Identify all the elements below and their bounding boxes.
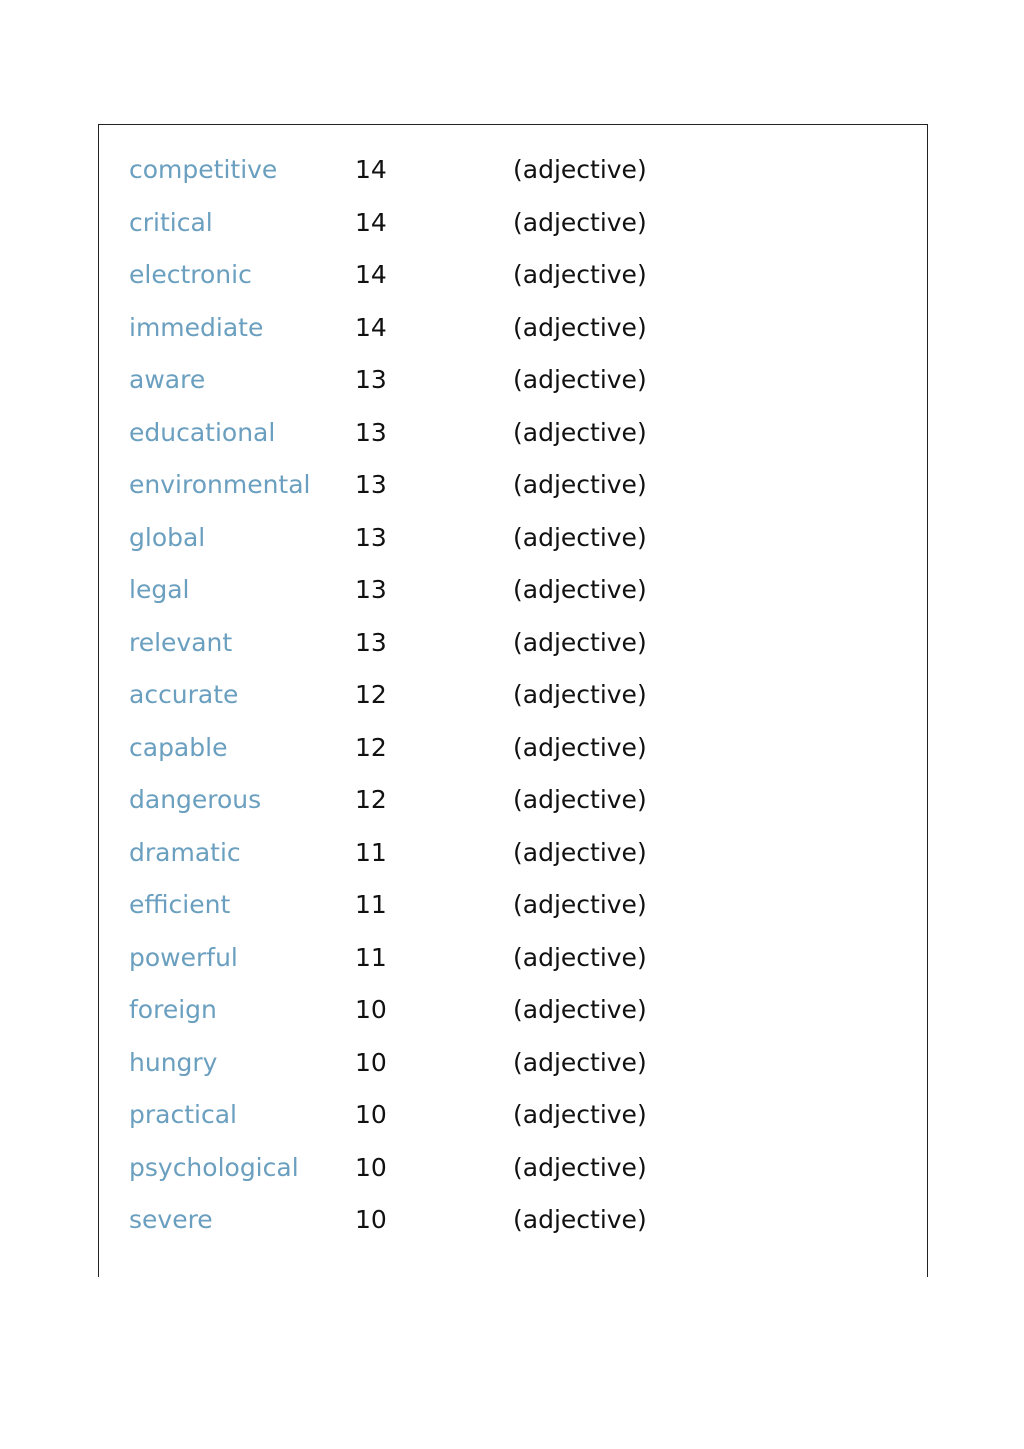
count-cell: 10 <box>355 1100 387 1129</box>
word-cell: educational <box>129 417 276 447</box>
part-of-speech-cell: (adjective) <box>513 890 647 919</box>
list-item <box>129 461 829 514</box>
count-cell: 13 <box>355 365 387 394</box>
word-cell: psychological <box>129 1152 299 1182</box>
list-item <box>129 671 829 724</box>
list-item <box>129 1039 829 1092</box>
count-cell: 13 <box>355 522 387 552</box>
part-of-speech-cell: (adjective) <box>513 1047 647 1077</box>
list-item <box>129 724 829 777</box>
count-cell: 10 <box>355 1205 387 1234</box>
word-cell: accurate <box>129 680 239 709</box>
word-cell: practical <box>129 1100 237 1129</box>
list-item <box>129 829 829 882</box>
word-cell: global <box>129 522 206 552</box>
part-of-speech-cell: (adjective) <box>513 575 647 604</box>
list-item <box>129 304 829 357</box>
word-cell: efficient <box>129 890 231 919</box>
part-of-speech-cell: (adjective) <box>513 1100 647 1129</box>
part-of-speech-cell: (adjective) <box>513 1152 647 1182</box>
word-cell: foreign <box>129 995 217 1024</box>
count-cell: 12 <box>355 732 387 762</box>
list-item <box>129 356 829 409</box>
count-cell: 14 <box>355 260 387 289</box>
list-item <box>129 619 829 672</box>
part-of-speech-cell: (adjective) <box>513 680 647 709</box>
part-of-speech-cell: (adjective) <box>513 365 647 394</box>
count-cell: 12 <box>355 680 387 709</box>
part-of-speech-cell: (adjective) <box>513 627 647 657</box>
word-cell: relevant <box>129 627 233 657</box>
count-cell: 10 <box>355 995 387 1024</box>
count-cell: 13 <box>355 575 387 604</box>
list-item <box>129 986 829 1039</box>
part-of-speech-cell: (adjective) <box>513 1205 647 1234</box>
word-cell: critical <box>129 207 213 237</box>
part-of-speech-cell: (adjective) <box>513 785 647 814</box>
count-cell: 13 <box>355 470 387 499</box>
list-item <box>129 199 829 252</box>
word-cell: dramatic <box>129 837 241 867</box>
part-of-speech-cell: (adjective) <box>513 260 647 289</box>
part-of-speech-cell: (adjective) <box>513 522 647 552</box>
word-cell: powerful <box>129 942 238 972</box>
part-of-speech-cell: (adjective) <box>513 732 647 762</box>
list-item <box>129 409 829 462</box>
count-cell: 12 <box>355 785 387 814</box>
part-of-speech-cell: (adjective) <box>513 995 647 1024</box>
word-cell: legal <box>129 575 190 604</box>
list-item <box>129 881 829 934</box>
list-item <box>129 251 829 304</box>
count-cell: 11 <box>355 837 387 867</box>
list-item <box>129 1144 829 1197</box>
word-frequency-list <box>129 146 829 1249</box>
list-item <box>129 1091 829 1144</box>
word-cell: immediate <box>129 312 264 342</box>
list-item <box>129 934 829 987</box>
word-cell: severe <box>129 1205 213 1234</box>
part-of-speech-cell: (adjective) <box>513 312 647 342</box>
count-cell: 11 <box>355 942 387 972</box>
part-of-speech-cell: (adjective) <box>513 837 647 867</box>
list-item <box>129 146 829 199</box>
list-item <box>129 776 829 829</box>
list-item <box>129 566 829 619</box>
part-of-speech-cell: (adjective) <box>513 417 647 447</box>
count-cell: 14 <box>355 312 387 342</box>
word-cell: electronic <box>129 260 252 289</box>
list-item <box>129 1196 829 1249</box>
count-cell: 10 <box>355 1047 387 1077</box>
word-cell: environmental <box>129 470 311 499</box>
count-cell: 14 <box>355 155 387 184</box>
word-cell: competitive <box>129 155 278 184</box>
part-of-speech-cell: (adjective) <box>513 207 647 237</box>
list-item <box>129 514 829 567</box>
word-cell: capable <box>129 732 228 762</box>
word-cell: aware <box>129 365 206 394</box>
part-of-speech-cell: (adjective) <box>513 470 647 499</box>
count-cell: 13 <box>355 627 387 657</box>
count-cell: 10 <box>355 1152 387 1182</box>
word-cell: dangerous <box>129 785 262 814</box>
word-cell: hungry <box>129 1047 218 1077</box>
count-cell: 14 <box>355 207 387 237</box>
count-cell: 11 <box>355 890 387 919</box>
part-of-speech-cell: (adjective) <box>513 155 647 184</box>
part-of-speech-cell: (adjective) <box>513 942 647 972</box>
count-cell: 13 <box>355 417 387 447</box>
